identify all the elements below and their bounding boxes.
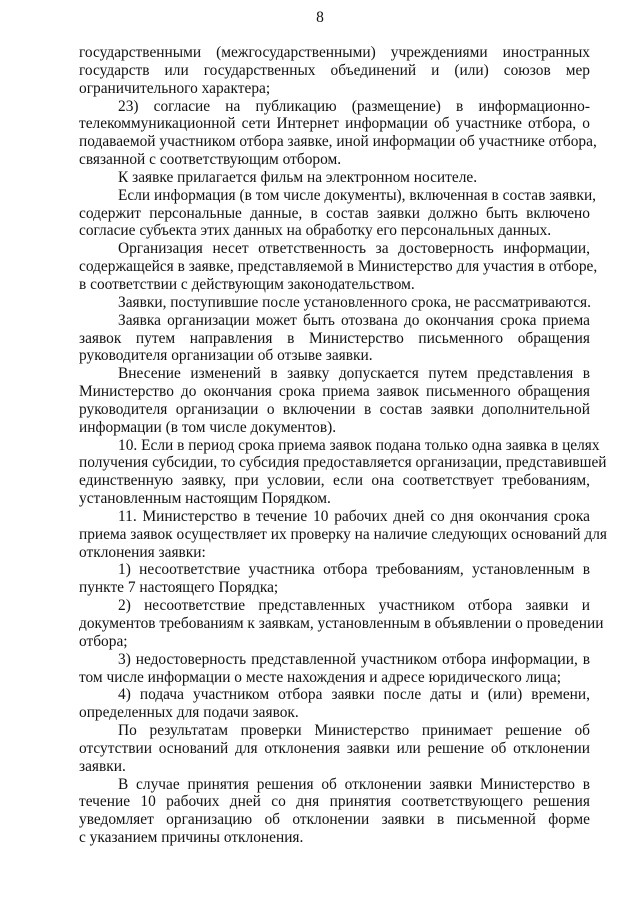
text-line: заявки.	[79, 757, 126, 775]
text-line: заявок путем направления в Министерство письменного обращения	[79, 329, 590, 347]
paragraph	[79, 240, 598, 294]
paragraph	[79, 776, 590, 847]
text-line: 23) согласие на публикацию (размещение) в информационно-	[118, 97, 590, 115]
text-line: определенных для подачи заявок.	[79, 704, 299, 722]
text-line: Заявка организации может быть отозвана до окончания срока приема	[118, 311, 590, 329]
paragraph	[79, 722, 590, 776]
text-line: 4) подача участником отбора заявки после даты и (или) времени,	[118, 686, 590, 704]
text-line: Внесение изменений в заявку допускается путем представления в	[118, 365, 590, 383]
text-line: 1) несоответствие участника отбора требованиям, установленным в	[118, 561, 590, 579]
paragraph	[79, 597, 604, 651]
text-line: руководителя организации о включении в состав заявки дополнительной	[79, 400, 590, 418]
text-line: единственную заявку, при условии, если она соответствует требованиям,	[79, 472, 590, 490]
paragraph	[79, 97, 597, 169]
paragraph	[79, 312, 590, 366]
text-line: государственными (межгосударственными) учреждениями иностранных	[79, 44, 590, 61]
page-number: 8	[316, 9, 324, 26]
text-line: ограничительного характера;	[79, 79, 271, 97]
text-line: приема заявок осуществляет их проверку на наличие следующих оснований для	[79, 525, 608, 543]
text-line: 2) несоответствие представленных участником отбора заявки и	[118, 597, 590, 615]
text-line: государств или государственных объединений и (или) союзов мер	[79, 61, 590, 79]
text-line: 3) недостоверность представленной участником отбора информации, в	[118, 650, 590, 668]
text-line: отклонения заявки:	[79, 543, 206, 561]
text-line: отбора;	[79, 632, 128, 650]
text-line: согласие субъекта этих данных на обработку его персональных данных.	[79, 222, 552, 240]
text-line: содержит персональные данные, в состав заявки должно быть включено	[79, 204, 590, 222]
paragraph	[79, 651, 590, 687]
paragraph	[79, 294, 590, 312]
paragraph	[79, 169, 590, 187]
text-line: в соответствии с действующим законодательством.	[79, 275, 415, 293]
paragraph	[79, 44, 590, 98]
text-line: информации (в том числе документов).	[79, 418, 337, 436]
paragraph	[79, 365, 590, 436]
text-line: К заявке прилагается фильм на электронном носителе.	[118, 168, 478, 186]
text-line: Организация несет ответственность за достоверность информации,	[118, 240, 590, 258]
text-line: получения субсидии, то субсидия предоставляется организации, представившей	[79, 454, 607, 472]
paragraph	[79, 686, 590, 722]
text-line: 10. Если в период срока приема заявок подана только одна заявка в целях	[118, 436, 600, 454]
paragraph	[79, 507, 608, 562]
text-line: документов требованиям к заявкам, установленным в объявлении о проведении	[79, 615, 604, 632]
text-line: отсутствии оснований для отклонения заявки или решение об отклонении	[79, 739, 590, 757]
text-line: с указанием причины отклонения.	[79, 829, 304, 847]
text-line: уведомляет организацию об отклонении заявки в письменной форме	[79, 811, 590, 829]
paragraph	[79, 186, 597, 241]
text-line: течение 10 рабочих дней со дня принятия соответствующего решения	[79, 793, 590, 811]
text-line: Заявки, поступившие после установленного срока, не рассматриваются.	[118, 293, 591, 311]
text-line: телекоммуникационной сети Интернет информации об участнике отбора, о	[79, 115, 590, 133]
text-line: связанной с соответствующим отбором.	[79, 151, 342, 169]
text-line: установленным настоящим Порядком.	[79, 490, 331, 508]
text-line: пункте 7 настоящего Порядка;	[79, 579, 279, 597]
text-line: содержащейся в заявке, представляемой в Министерство для участия в отборе,	[79, 258, 598, 276]
paragraph	[79, 561, 590, 597]
text-line: По результатам проверки Министерство принимает решение об	[118, 722, 590, 740]
paragraph	[79, 436, 607, 508]
text-line: 11. Министерство в течение 10 рабочих дней со дня окончания срока	[118, 507, 590, 525]
text-line: подаваемой участником отбора заявке, иной информации об участнике отбора,	[79, 133, 597, 151]
text-line: В случае принятия решения об отклонении заявки Министерство в	[118, 775, 590, 793]
text-line: Если информация (в том числе документы), включенная в состав заявки,	[118, 186, 597, 204]
text-line: том числе информации о месте нахождения и адресе юридического лица;	[79, 668, 561, 686]
document-body	[79, 44, 608, 847]
text-line: Министерство до окончания срока приема заявок письменного обращения	[79, 383, 590, 401]
text-line: руководителя организации об отзыве заявки.	[79, 347, 373, 365]
